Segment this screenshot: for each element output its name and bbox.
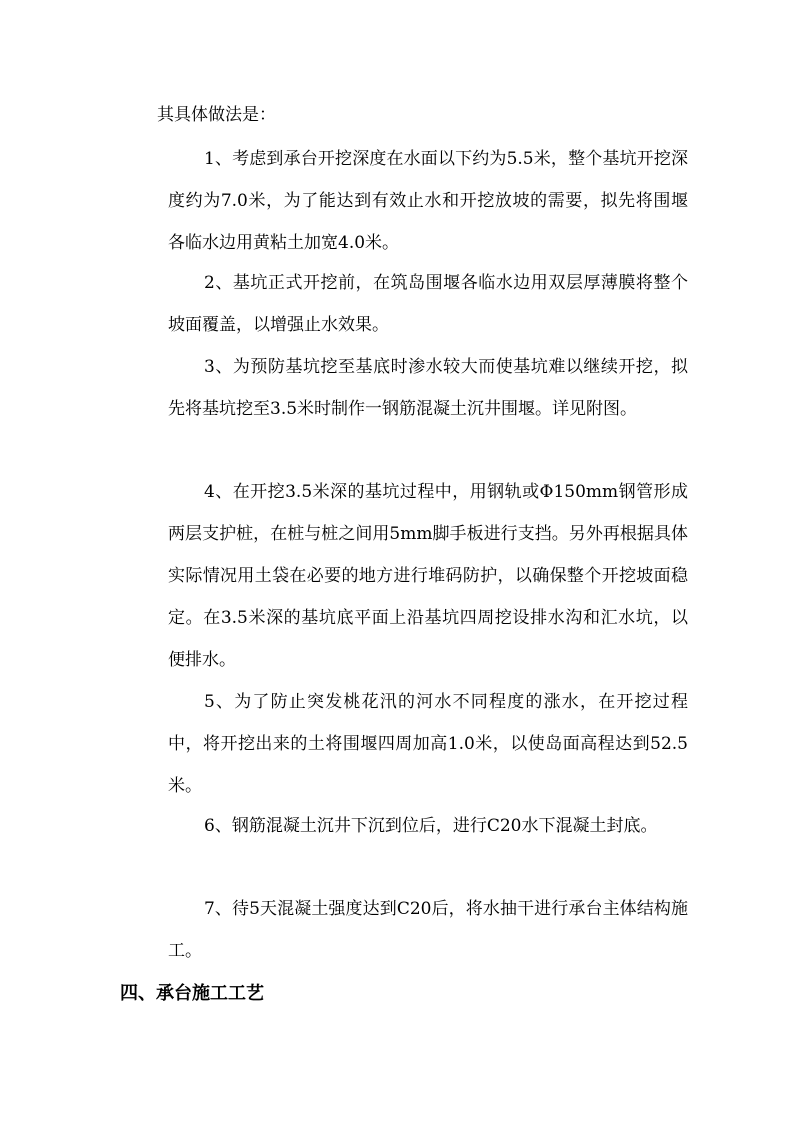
- intro-text: 其具体做法是：: [157, 105, 276, 125]
- paragraph-2: 2、基坑正式开挖前，在筑岛围堰各临水边用双层厚薄膜将整个坡面覆盖，以增强止水效果。: [168, 273, 688, 335]
- paragraph-1: 1、考虑到承台开挖深度在水面以下约为5.5米，整个基坑开挖深度约为7.0米，为了能达到有效止水和开挖放坡的需要，拟先将围堰各临水边用黄粘土加宽4.0米。: [168, 149, 688, 253]
- paragraph-3: 3、为预防基坑挖至基底时渗水较大而使基坑难以继续开挖，拟先将基坑挖至3.5米时制作一钢筋混凝土沉井围堰。详见附图。: [168, 357, 688, 419]
- paragraph-5: 5、为了防止突发桃花汛的河水不同程度的涨水，在开挖过程中，将开挖出来的土将围堰四周加高1.0米，以使岛面高程达到52.5米。: [168, 692, 688, 796]
- paragraph-6: 6、钢筋混凝土沉井下沉到位后，进行C20水下混凝土封底。: [204, 816, 658, 836]
- paragraph-4: 4、在开挖3.5米深的基坑过程中，用钢轨或Φ150mm钢管形成两层支护桩，在桩与桩之间用5mm脚手板进行支挡。另外再根据具体实际情况用土袋在必要的地方进行堆码防护，以确保整个开挖坡面稳定。在3.5米深的基坑底平面上沿基坑四周挖设排水沟和汇水坑，以便排水。: [168, 482, 688, 670]
- paragraph-7: 7、待5天混凝土强度达到C20后，将水抽干进行承台主体结构施工。: [168, 899, 688, 961]
- section-heading: 四、承台施工工艺: [120, 983, 264, 1004]
